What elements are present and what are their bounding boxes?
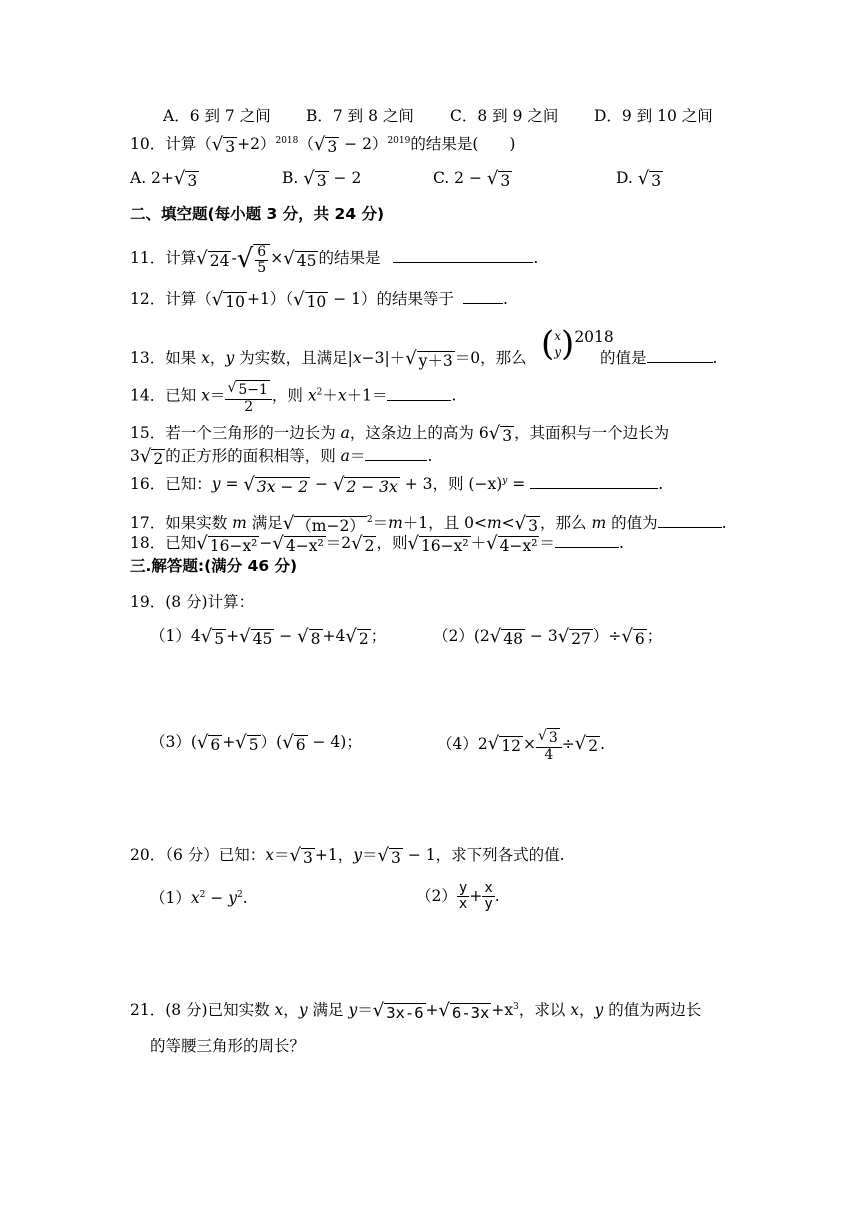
q15-answer-blank[interactable] [365,446,427,461]
q17-answer-blank[interactable] [658,513,722,528]
q19-part-1: （1）4 √ 5 + √ 45 − √ 8 +4 √ 2 ； [150,625,387,648]
question-14: 14．已知 x＝ √ 5−1 2 ，则 $x^2+x+1=$ . [130,380,457,415]
q19-part-4: （4）2 √ 12 × √ 3 4 ÷ √ 2 . [437,727,606,763]
q20-part-2: （2） $\frac{y}{x}$ + $\frac{x}{y}$ . [416,879,500,912]
q10-option-c: C. 2 − √ 3 [433,167,511,190]
q9-option-c: C．8 到 9 之间 [450,107,559,125]
question-21-line-2: 的等腰三角形的周长？ [150,1037,306,1055]
q9-option-b: B．7 到 8 之间 [306,107,414,125]
question-10: 10．计算（ √ 3 +2）$^{2018}$（ √ 3 − 2）$^{2019}$的结果是( ) [130,133,516,156]
q10-option-b: B. √ 3 − 2 [282,167,362,190]
question-15-line-1: 15．若一个三角形的一边长为 a，这条边上的高为 6 √ 3 ，其面积与一个边长为 [130,422,670,445]
question-21-line-1: 21．(8 分)已知实数 x，y 满足 y＝ √ 3x-6 + √ 6-3x $+x^3$，求以 x，y 的值为两边长 [130,999,702,1022]
q13-answer-blank[interactable] [647,348,713,363]
question-18: 18．已知 √ 16−x² − √ 4−x² ＝2 √ 2 ，则 √ 16−x² ＋ √ 4−x² ＝ . [130,532,624,555]
question-13: 13．如果 x，y 为实数，且满足|x−3|＋ √ y＋3 ＝0，那么 [130,347,527,370]
q13-tail: 的值是 . [600,349,718,367]
q19-part-2: （2）(2 √ 48 − 3 √ 27 ）÷ √ 6 ； [433,625,663,648]
q18-answer-blank[interactable] [555,533,619,548]
q19-part-3: （3）( √ 6 + √ 5 ）( √ 6 − 4)； [150,731,362,754]
question-12: 12．计算（ √ 10 +1）（ √ 10 − 1）的结果等于 . [130,288,508,311]
q10-option-d: D. √ 3 [616,167,662,190]
question-19-heading: 19．(8 分)计算： [130,593,255,611]
question-11: 11．计算 √ 24 - √ $\frac{6}{5}$ × √ 45 的结果是 . [130,244,539,276]
q13-power-expression: ( x y )2018 [541,324,614,364]
q9-option-d: D．9 到 10 之间 [594,107,713,125]
section-3-heading: 三.解答题:(满分 46 分) [130,557,298,575]
section-2-heading: 二、填空题(每小题 3 分，共 24 分) [130,205,385,223]
question-16: 16．已知：y = √ 3x − 2 − √ 2 − 3x + 3，则 $(-x)^y$ = . [130,473,664,496]
question-20: 20．（6 分）已知：x＝ √ 3 +1，y＝ √ 3 − 1，求下列各式的值. [130,844,565,867]
q16-answer-blank[interactable] [530,474,658,489]
q10-option-a: A. 2+ √ 3 [130,167,198,190]
q9-option-a: A．6 到 7 之间 [163,107,271,125]
question-15-line-2: 3 √ 2 的正方形的面积相等，则 a＝ . [130,445,433,468]
q11-answer-blank[interactable] [393,248,533,263]
q14-answer-blank[interactable] [387,386,451,401]
q12-answer-blank[interactable] [463,289,503,304]
question-17: 17．如果实数 m 满足 √ （m−2） $^2$＝m＋1，且 0<m< √ 3 ，那么 m 的值为 . [130,512,727,535]
q20-part-1: $(1)x^2 - y^2$. [150,889,248,908]
